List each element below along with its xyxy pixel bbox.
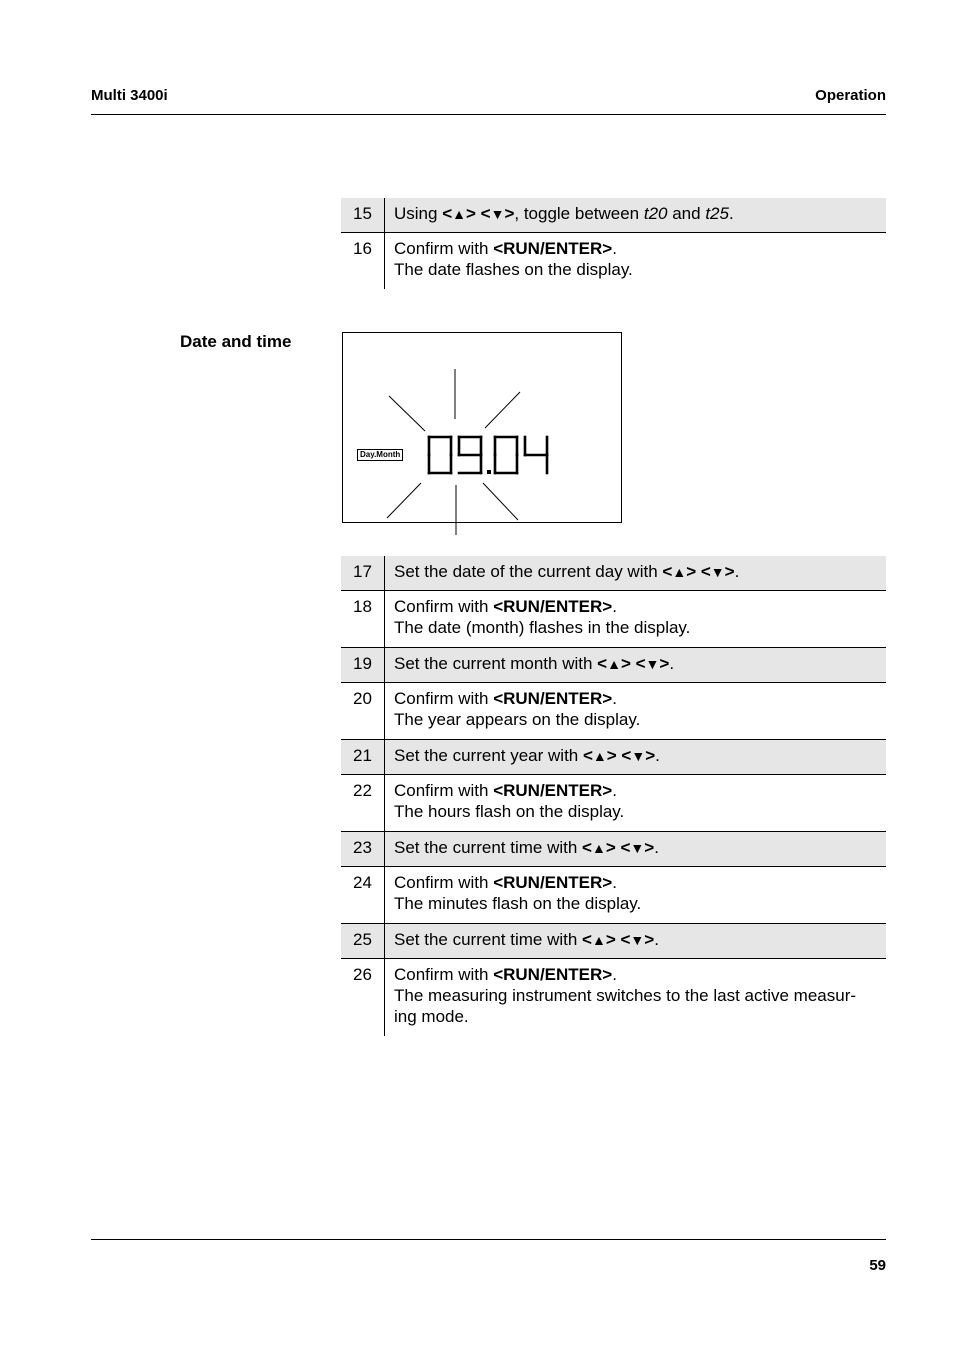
flash-rays	[387, 369, 520, 535]
step-row	[341, 740, 886, 775]
step-text-run: Confirm with	[394, 873, 494, 892]
step-text-run: > <	[605, 838, 631, 857]
up-arrow-key-icon: ▲	[607, 656, 621, 672]
step-text-run: >	[645, 746, 656, 765]
lcd-display-drawing	[343, 333, 623, 543]
step-text-run: <RUN/ENTER>	[493, 965, 613, 984]
step-text-run: > <	[605, 930, 631, 949]
step-text-run: >	[644, 930, 655, 949]
step-text-run: Using	[394, 204, 443, 223]
step-text-line	[394, 617, 886, 638]
step-row	[341, 867, 886, 924]
step-text-run: The year appears on the display.	[394, 710, 641, 729]
step-text-run: t20	[643, 204, 668, 223]
steps-table-bottom	[341, 556, 886, 1036]
step-text-run: >	[659, 654, 670, 673]
step-number: 18	[341, 591, 385, 648]
step-row	[341, 924, 886, 959]
step-text-run: Set the current month with	[394, 654, 598, 673]
step-text-run: <	[442, 204, 453, 223]
step-text-run: >	[724, 562, 735, 581]
step-text-run: <	[582, 838, 592, 857]
step-text-run: <	[582, 746, 593, 765]
step-row	[341, 556, 886, 591]
step-text-run: > <	[686, 562, 711, 581]
step-text-run: The minutes flash on the display.	[394, 894, 642, 913]
header-product-name: Multi 3400i	[91, 87, 168, 104]
step-text-line	[394, 596, 886, 617]
step-text-line	[394, 893, 886, 914]
step-number: 21	[341, 740, 385, 775]
step-text-run: Confirm with	[394, 239, 494, 258]
down-arrow-key-icon: ▼	[490, 206, 505, 222]
step-text-run: .	[612, 873, 617, 892]
step-number: 16	[341, 233, 385, 290]
down-arrow-key-icon: ▼	[710, 564, 725, 580]
flash-ray	[389, 396, 425, 431]
step-text-run: .	[612, 689, 617, 708]
step-text	[385, 648, 887, 683]
step-text-run: t25	[705, 204, 729, 223]
down-arrow-key-icon: ▼	[645, 656, 660, 672]
step-number: 25	[341, 924, 385, 959]
step-text-run: , toggle between	[514, 204, 644, 223]
step-text-run: The date flashes on the display.	[394, 260, 633, 279]
step-text	[385, 832, 887, 867]
step-row	[341, 775, 886, 832]
step-text-run: Set the current year with	[394, 746, 583, 765]
step-text-run: The hours flash on the display.	[394, 802, 625, 821]
step-text	[385, 740, 887, 775]
step-text-run: .	[669, 654, 675, 673]
up-arrow-key-icon: ▲	[672, 564, 687, 580]
step-text-line	[394, 238, 886, 259]
step-text-run: <RUN/ENTER>	[493, 239, 613, 258]
step-text	[385, 924, 887, 959]
step-row	[341, 198, 886, 233]
step-text-run: <	[582, 930, 592, 949]
page-number: 59	[869, 1257, 886, 1274]
flash-ray	[387, 483, 421, 518]
step-text-run: Confirm with	[394, 689, 494, 708]
step-number: 22	[341, 775, 385, 832]
step-text-run: > <	[620, 654, 646, 673]
step-text-line	[394, 964, 886, 985]
step-text-run: Confirm with	[394, 965, 494, 984]
step-text-run: <RUN/ENTER>	[493, 873, 613, 892]
step-text	[385, 683, 887, 740]
step-text-run: <RUN/ENTER>	[493, 689, 613, 708]
step-row	[341, 648, 886, 683]
step-text-run: Confirm with	[394, 597, 494, 616]
step-number: 19	[341, 648, 385, 683]
step-number: 17	[341, 556, 385, 591]
step-text-run: The measuring instrument switches to the last active measur-	[394, 986, 857, 1005]
step-text	[385, 198, 887, 233]
flash-ray	[483, 483, 518, 520]
step-text-run: ing mode.	[394, 1007, 469, 1026]
header-rule	[91, 114, 886, 115]
step-text-line	[394, 780, 886, 801]
step-row	[341, 233, 886, 290]
step-text-run: > <	[465, 204, 491, 223]
step-text-run: .	[612, 597, 617, 616]
step-text-run: <RUN/ENTER>	[493, 781, 613, 800]
step-number: 23	[341, 832, 385, 867]
step-text-run: >	[644, 838, 655, 857]
step-text-run: Set the current time with	[394, 838, 583, 857]
step-text-run: .	[654, 930, 659, 949]
step-text-run: .	[612, 965, 617, 984]
up-arrow-key-icon: ▲	[592, 748, 607, 764]
up-arrow-key-icon: ▲	[591, 932, 606, 948]
step-text-line	[394, 985, 886, 1006]
header-section-title: Operation	[815, 87, 886, 104]
step-text-line	[394, 872, 886, 893]
flash-ray	[485, 392, 520, 428]
step-text	[385, 556, 887, 591]
step-number: 26	[341, 959, 385, 1037]
section-label-date-and-time: Date and time	[180, 332, 292, 351]
step-row	[341, 832, 886, 867]
up-arrow-key-icon: ▲	[591, 840, 606, 856]
step-text	[385, 959, 887, 1037]
step-text-run: .	[734, 562, 740, 581]
step-text-run: .	[655, 746, 660, 765]
step-text-run: .	[612, 239, 617, 258]
lcd-display-figure	[342, 332, 622, 523]
step-text-run: <	[662, 562, 673, 581]
step-text	[385, 233, 887, 290]
step-text-run: and	[667, 204, 706, 223]
step-text	[385, 775, 887, 832]
seven-segment-value	[429, 437, 547, 474]
step-text-run: .	[612, 781, 617, 800]
step-row	[341, 591, 886, 648]
step-text-line	[394, 801, 886, 822]
step-text-run: Confirm with	[394, 781, 494, 800]
footer-rule	[91, 1239, 886, 1240]
step-number: 15	[341, 198, 385, 233]
up-arrow-key-icon: ▲	[452, 206, 466, 222]
down-arrow-key-icon: ▼	[630, 840, 645, 856]
step-number: 24	[341, 867, 385, 924]
step-text-run: <	[597, 654, 608, 673]
decimal-point	[487, 470, 491, 474]
step-text	[385, 591, 887, 648]
steps-table-top	[341, 198, 886, 289]
step-number: 20	[341, 683, 385, 740]
step-text-line	[394, 259, 886, 280]
step-text-run: <RUN/ENTER>	[493, 597, 613, 616]
step-text-run: Set the current time with	[394, 930, 583, 949]
down-arrow-key-icon: ▼	[631, 748, 646, 764]
step-text	[385, 867, 887, 924]
step-text-run: Set the date of the current day with	[394, 562, 663, 581]
step-text-run: .	[654, 838, 659, 857]
step-text-run: .	[728, 204, 734, 223]
down-arrow-key-icon: ▼	[630, 932, 645, 948]
step-text-line	[394, 709, 886, 730]
step-text-run: The date (month) flashes in the display.	[394, 618, 691, 637]
step-row	[341, 959, 886, 1037]
step-text-run: > <	[606, 746, 632, 765]
step-row	[341, 683, 886, 740]
display-unit-label: Day.Month	[357, 449, 403, 461]
step-text-run: >	[504, 204, 515, 223]
step-text-line	[394, 1006, 886, 1027]
step-text-line	[394, 688, 886, 709]
